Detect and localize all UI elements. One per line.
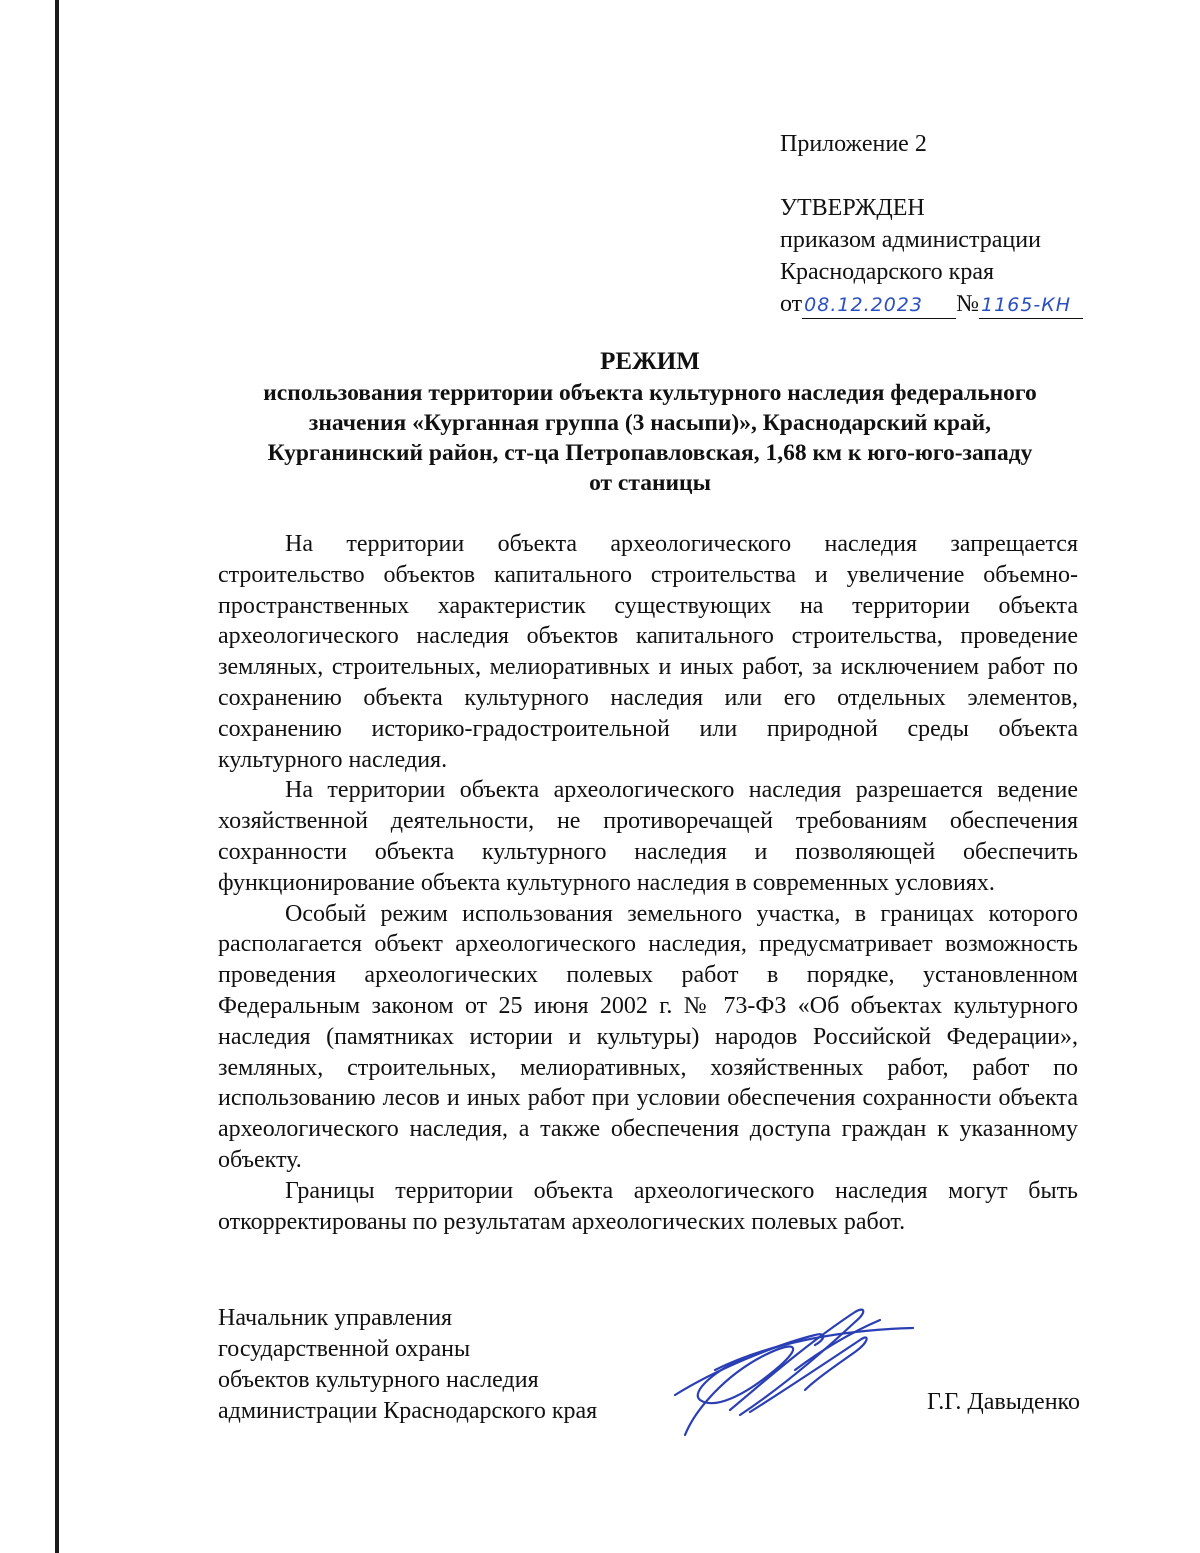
title-main: РЕЖИМ	[600, 348, 700, 375]
position-line: объектов культурного наследия	[218, 1367, 539, 1393]
position-line: государственной охраны	[218, 1336, 471, 1362]
approval-by-line2: Краснодарского края	[780, 259, 995, 285]
title-sub-line2: значения «Курганная группа (3 насыпи)», Краснодарский край,	[308, 410, 992, 436]
document-body	[218, 529, 1078, 1237]
number-prefix: №	[956, 291, 980, 317]
date-handwritten: 08.12.2023	[802, 290, 956, 319]
paragraph: На территории объекта археологического наследия запрещается строительство объектов капитального строительства и увеличение объемно-пространственных характеристик существующих на территории объекта археологического наследия объектов капитального строительства, проведение земляных, строительных, мелиоративных и иных работ, за исключением работ по сохранению объекта культурного наследия или его отдельных элементов, сохранению историко-градостроительной или природной среды объекта культурного наследия.	[218, 531, 1078, 773]
approval-block	[780, 192, 1180, 320]
appendix-label: Приложение 2	[780, 131, 927, 157]
document-title	[218, 346, 1082, 498]
handwritten-signature	[655, 1300, 915, 1440]
date-prefix: от	[780, 291, 803, 317]
approval-date-number	[780, 288, 1180, 320]
paragraph: Границы территории объекта археологического наследия могут быть откорректированы по результатам археологических полевых работ.	[218, 1177, 1078, 1235]
number-handwritten: 1165-КН	[979, 290, 1083, 319]
position-line: администрации Краснодарского края	[218, 1398, 598, 1424]
position-line: Начальник управления	[218, 1305, 453, 1331]
scan-edge	[55, 0, 59, 1553]
approval-by-line1: приказом администрации	[780, 227, 1041, 253]
signatory-position	[218, 1303, 658, 1427]
signatory-name: Г.Г. Давыденко	[927, 1389, 1080, 1415]
paragraph: На территории объекта археологического наследия разрешается ведение хозяйственной деятельности, не противоречащей требованиям обеспечения сохранности объекта культурного наследия и позволяющей обеспечить функционирование объекта культурного наследия в современных условиях.	[218, 777, 1078, 896]
title-sub-line1: использования территории объекта культурного наследия федерального	[263, 380, 1037, 406]
title-sub-line3: Курганинский район, ст-ца Петропавловская, 1,68 км к юго-юго-западу	[267, 440, 1033, 466]
approval-stamp: УТВЕРЖДЕН	[780, 195, 925, 221]
title-sub-line4: от станицы	[589, 470, 711, 496]
paragraph: Особый режим использования земельного участка, в границах которого располагается объект археологического наследия, предусматривает возможность проведения археологических полевых работ в порядке, установленном Федеральным законом от 25 июня 2002 г. № 73-ФЗ «Об объектах культурного наследия (памятниках истории и культуры) народов Российской Федерации», земляных, строительных, мелиоративных, хозяйственных работ, работ по использованию лесов и иных работ при условии обеспечения сохранности объекта археологического наследия, а также обеспечения доступа граждан к указанному объекту.	[218, 900, 1078, 1173]
